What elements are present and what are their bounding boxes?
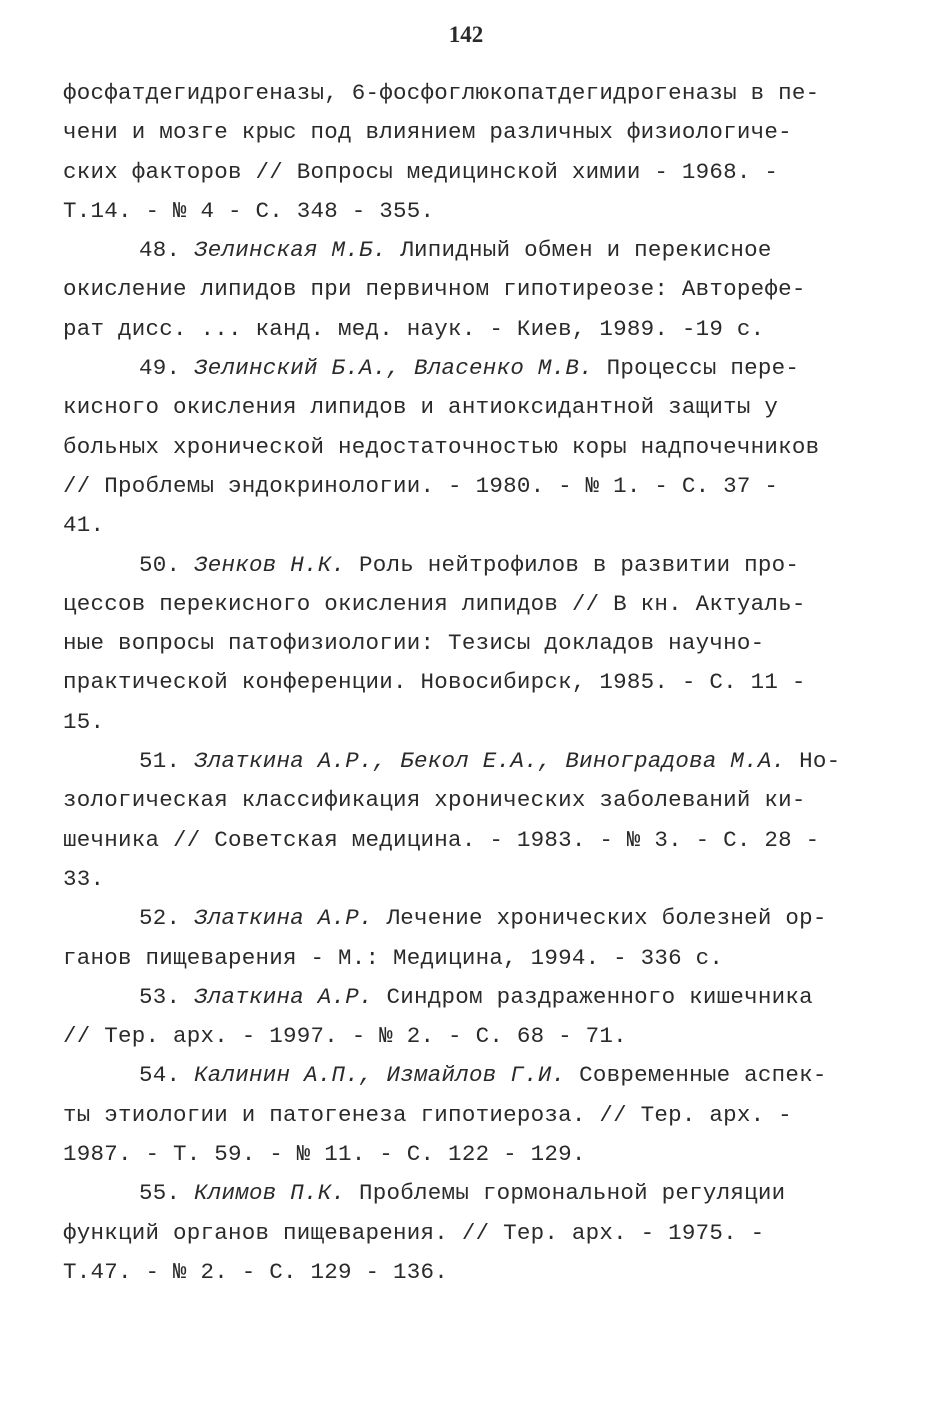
reference-start-line xyxy=(63,1056,883,1095)
reference-text: ганов пищеварения - М.: Медицина, 1994. - 336 с. xyxy=(63,944,724,971)
reference-line xyxy=(63,1253,883,1292)
reference-text: Лечение хронических болезней ор- xyxy=(372,905,827,932)
reference-text: больных хронической недостаточностью коры надпочечников xyxy=(63,433,820,460)
reference-text: ских факторов // Вопросы медицинской химии - 1968. - xyxy=(63,158,779,185)
reference-line xyxy=(63,1017,883,1056)
reference-line xyxy=(63,428,883,467)
reference-start-line xyxy=(63,349,883,388)
reference-text: Т.47. - № 2. - С. 129 - 136. xyxy=(63,1258,449,1285)
reference-start-line xyxy=(63,742,883,781)
reference-text: 1987. - Т. 59. - № 11. - С. 122 - 129. xyxy=(63,1141,586,1168)
reference-text: Процессы пере- xyxy=(592,355,800,382)
reference-text: окисление липидов при первичном гипотиреозе: Авторефе- xyxy=(63,276,806,303)
reference-text: ные вопросы патофизиологии: Тезисы докладов научно- xyxy=(63,630,765,657)
reference-line xyxy=(63,153,883,192)
reference-number: 48. xyxy=(139,237,195,264)
reference-text: 33. xyxy=(63,865,105,892)
reference-authors: Зелинский Б.А., Власенко М.В. xyxy=(194,355,593,382)
reference-line xyxy=(63,113,883,152)
reference-number: 53. xyxy=(139,983,195,1010)
reference-text: Т.14. - № 4 - С. 348 - 355. xyxy=(63,197,435,224)
reference-text: ты этиологии и патогенеза гипотиероза. // Тер. арх. - xyxy=(63,1101,792,1128)
reference-text: зологическая классификация хронических заболеваний ки- xyxy=(63,787,806,814)
reference-text: кисного окисления липидов и антиоксидантной защиты у xyxy=(63,394,779,421)
reference-text: шечника // Советская медицина. - 1983. - № 3. - С. 28 - xyxy=(63,826,820,853)
reference-line xyxy=(63,1135,883,1174)
reference-number: 52. xyxy=(139,905,195,932)
reference-number: 49. xyxy=(139,355,195,382)
reference-line xyxy=(63,939,883,978)
reference-text: Современные аспек- xyxy=(565,1062,827,1089)
reference-text: Роль нейтрофилов в развитии про- xyxy=(345,551,800,578)
reference-authors: Зелинская М.Б. xyxy=(194,237,387,264)
reference-authors: Зенков Н.К. xyxy=(194,551,346,578)
reference-text: Синдром раздраженного кишечника xyxy=(372,983,813,1010)
reference-text: Липидный обмен и перекисное xyxy=(386,237,772,264)
reference-line xyxy=(63,192,883,231)
reference-line xyxy=(63,388,883,427)
reference-number: 50. xyxy=(139,551,195,578)
reference-line xyxy=(63,703,883,742)
reference-start-line xyxy=(63,978,883,1017)
reference-line xyxy=(63,270,883,309)
reference-text: практической конференции. Новосибирск, 1985. - С. 11 - xyxy=(63,669,806,696)
reference-text: Но- xyxy=(785,748,841,775)
reference-text: функций органов пищеварения. // Тер. арх. - 1975. - xyxy=(63,1219,765,1246)
reference-line xyxy=(63,74,883,113)
reference-line xyxy=(63,821,883,860)
reference-start-line xyxy=(63,899,883,938)
reference-line xyxy=(63,1096,883,1135)
reference-text: // Тер. арх. - 1997. - № 2. - С. 68 - 71. xyxy=(63,1023,627,1050)
page-number: 142 xyxy=(448,22,484,47)
reference-line xyxy=(63,781,883,820)
reference-start-line xyxy=(63,231,883,270)
reference-line xyxy=(63,624,883,663)
reference-text: 41. xyxy=(63,512,105,539)
reference-text: фосфатдегидрогеназы, 6-фосфоглюкопатдегидрогеназы в пе- xyxy=(63,80,820,106)
reference-authors: Златкина А.Р. xyxy=(194,905,373,932)
reference-line xyxy=(63,663,883,702)
reference-authors: Калинин А.П., Измайлов Г.И. xyxy=(194,1062,566,1089)
reference-authors: Климов П.К. xyxy=(194,1180,346,1207)
reference-line xyxy=(63,585,883,624)
reference-number: 54. xyxy=(139,1062,195,1089)
reference-text: цессов перекисного окисления липидов // В кн. Актуаль- xyxy=(63,590,806,617)
reference-authors: Златкина А.Р. xyxy=(194,983,373,1010)
reference-start-line xyxy=(63,546,883,585)
reference-line xyxy=(63,506,883,545)
reference-line xyxy=(63,467,883,506)
reference-line xyxy=(63,310,883,349)
reference-start-line xyxy=(63,1174,883,1213)
references-text xyxy=(63,74,883,1292)
reference-number: 51. xyxy=(139,748,195,775)
reference-text: рат дисс. ... канд. мед. наук. - Киев, 1989. -19 с. xyxy=(63,315,765,342)
reference-text: Проблемы гормональной регуляции xyxy=(345,1180,786,1207)
reference-number: 55. xyxy=(139,1180,195,1207)
reference-text: // Проблемы эндокринологии. - 1980. - № 1. - С. 37 - xyxy=(63,472,779,499)
reference-line xyxy=(63,860,883,899)
reference-authors: Златкина А.Р., Бекол Е.А., Виноградова М.А. xyxy=(194,748,786,775)
reference-line xyxy=(63,1214,883,1253)
reference-text: 15. xyxy=(63,708,105,735)
reference-text: чени и мозге крыс под влиянием различных физиологиче- xyxy=(63,119,792,146)
